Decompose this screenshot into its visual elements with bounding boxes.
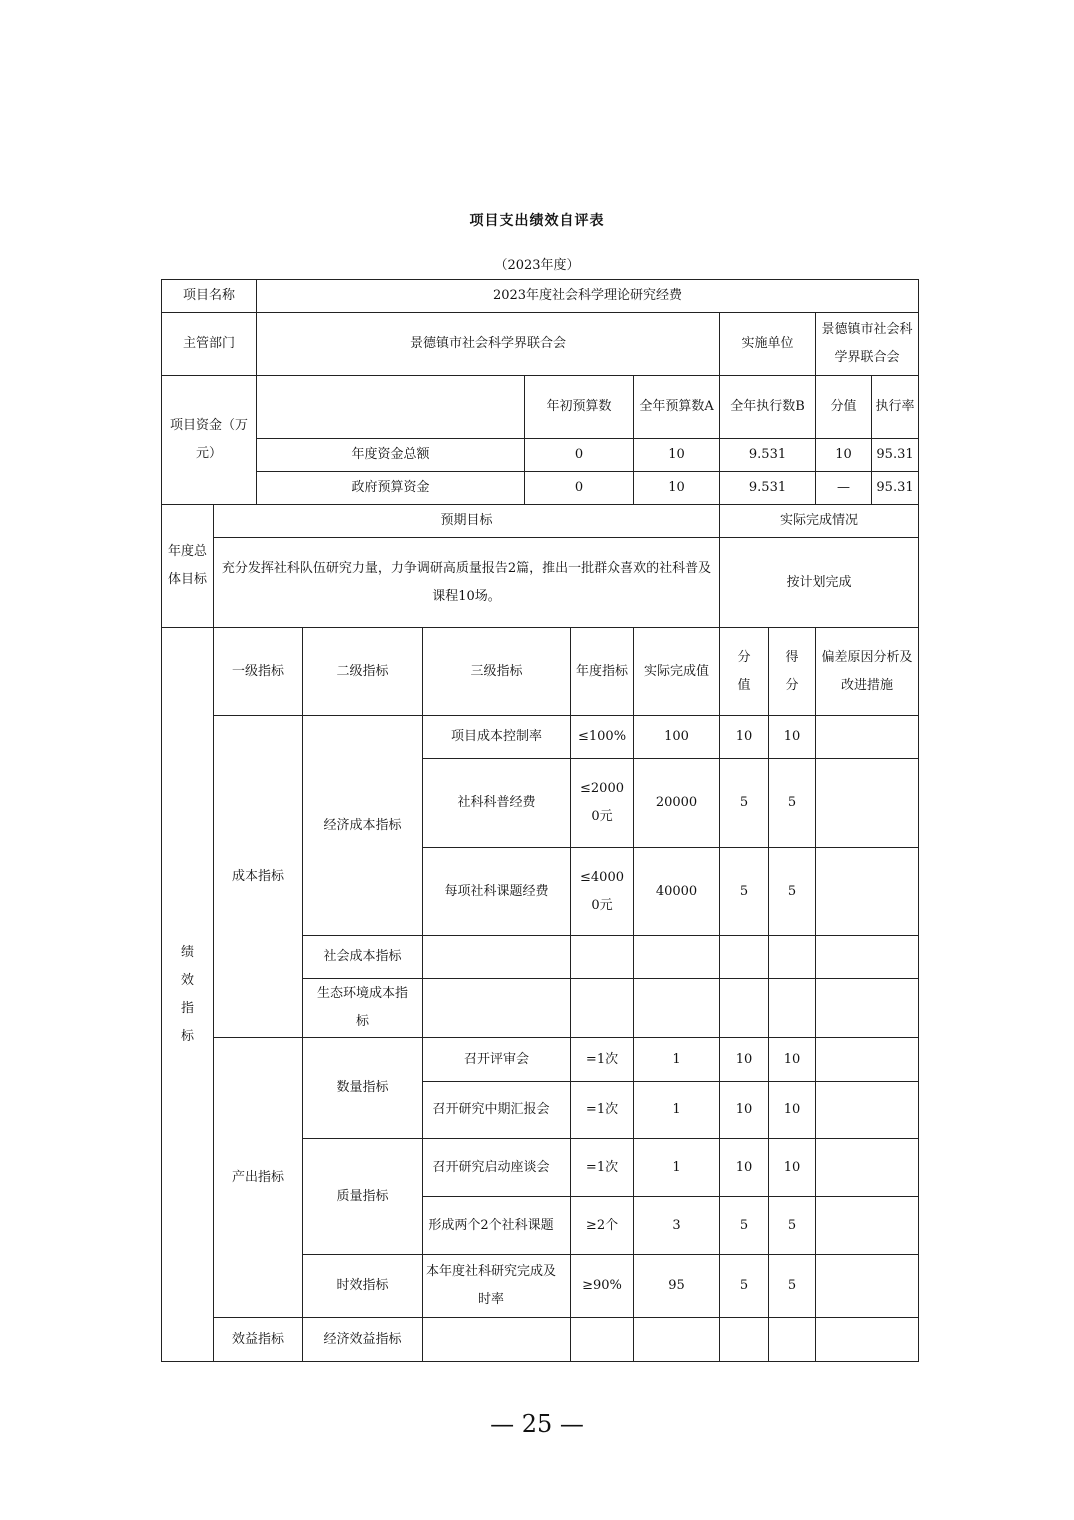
table-row (162, 538, 919, 628)
indicator-score-value: 5 (720, 848, 769, 936)
indicator-actual: 95 (634, 1255, 720, 1318)
indicator-score: 10 (769, 1038, 816, 1082)
indicator-name: 社科科普经费 (423, 759, 571, 848)
table-row (162, 439, 919, 472)
page-subtitle: （2023年度） (494, 258, 580, 273)
indicator-score: 10 (769, 1082, 816, 1139)
header-score-value: 分值 (816, 376, 872, 439)
actual-completion-text: 按计划完成 (720, 538, 919, 628)
cost-indicator-label: 成本指标 (214, 716, 303, 1038)
indicator-target: ≤100% (571, 716, 634, 759)
indicator-name: 召开研究启动座谈会 (423, 1139, 571, 1197)
funds-row-name: 年度资金总额 (257, 439, 525, 472)
timeliness-indicator-label: 时效指标 (303, 1255, 423, 1318)
indicator-name: 项目成本控制率 (423, 716, 571, 759)
annual-goal-label: 年度总体目标 (162, 505, 214, 628)
header-deviation: 偏差原因分析及改进措施 (816, 628, 919, 716)
table-row (162, 505, 919, 538)
eco-env-cost-label: 生态环境成本指标 (303, 979, 423, 1038)
indicator-score-value: 5 (720, 759, 769, 848)
funds-row-score-value: 10 (816, 439, 872, 472)
indicator-score: 5 (769, 848, 816, 936)
page-number: — 25 — (490, 1410, 584, 1438)
indicator-deviation (816, 848, 919, 936)
benefit-indicator-label: 效益指标 (214, 1318, 303, 1362)
social-cost-label: 社会成本指标 (303, 936, 423, 979)
indicator-actual: 1 (634, 1139, 720, 1197)
funds-row-exec: 9.531 (720, 472, 816, 505)
page-title: 项目支出绩效自评表 (469, 213, 605, 229)
indicator-score: 5 (769, 759, 816, 848)
indicator-deviation (816, 1082, 919, 1139)
table-row (162, 628, 919, 716)
indicator-actual: 1 (634, 1082, 720, 1139)
indicator-target: ≤20000元 (571, 759, 634, 848)
indicator-deviation (816, 1038, 919, 1082)
output-indicator-label: 产出指标 (214, 1038, 303, 1318)
funds-label: 项目资金（万元） (162, 376, 257, 505)
indicator-name: 本年度社科研究完成及时率 (423, 1255, 571, 1318)
indicator-score: 10 (769, 716, 816, 759)
table-row (162, 472, 919, 505)
indicator-actual: 1 (634, 1038, 720, 1082)
self-evaluation-table (161, 279, 919, 1362)
indicator-score-value: 10 (720, 1038, 769, 1082)
indicator-score: 10 (769, 1139, 816, 1197)
indicator-deviation (816, 1139, 919, 1197)
indicator-name: 召开评审会 (423, 1038, 571, 1082)
indicator-deviation (816, 759, 919, 848)
header-score: 得分 (769, 628, 816, 716)
funds-row-annual: 10 (634, 439, 720, 472)
indicator-target: ≥2个 (571, 1197, 634, 1255)
dept-value: 景德镇市社会科学界联合会 (257, 313, 720, 376)
funds-row-name: 政府预算资金 (257, 472, 525, 505)
header-annual-target: 年度指标 (571, 628, 634, 716)
funds-row-exec-rate: 95.31 (872, 472, 919, 505)
indicator-target: =1次 (571, 1038, 634, 1082)
table-row (162, 376, 919, 439)
expected-goal-text: 充分发挥社科队伍研究力量，力争调研高质量报告2篇，推出一批群众喜欢的社科普及课程10场。 (214, 538, 720, 628)
header-actual-value: 实际完成值 (634, 628, 720, 716)
quantity-indicator-label: 数量指标 (303, 1038, 423, 1139)
indicator-score-value: 5 (720, 1255, 769, 1318)
impl-unit-value: 景德镇市社会科学界联合会 (816, 313, 919, 376)
indicator-score: 5 (769, 1197, 816, 1255)
table-row (162, 280, 919, 313)
funds-row-score-value: — (816, 472, 872, 505)
indicator-score-value: 5 (720, 1197, 769, 1255)
header-level2: 二级指标 (303, 628, 423, 716)
quality-indicator-label: 质量指标 (303, 1139, 423, 1255)
project-name-label: 项目名称 (162, 280, 257, 313)
funds-blank-header (257, 376, 525, 439)
indicator-target: ≤40000元 (571, 848, 634, 936)
indicator-name: 每项社科课题经费 (423, 848, 571, 936)
impl-unit-label: 实施单位 (720, 313, 816, 376)
header-annual-exec: 全年执行数B (720, 376, 816, 439)
header-level1: 一级指标 (214, 628, 303, 716)
indicator-score: 5 (769, 1255, 816, 1318)
indicator-target: =1次 (571, 1139, 634, 1197)
indicator-deviation (816, 1255, 919, 1318)
project-name-value: 2023年度社会科学理论研究经费 (257, 280, 919, 313)
economic-cost-label: 经济成本指标 (303, 716, 423, 936)
header-level3: 三级指标 (423, 628, 571, 716)
performance-indicators-label: 绩效指标 (162, 628, 214, 1362)
funds-row-exec: 9.531 (720, 439, 816, 472)
indicator-deviation (816, 716, 919, 759)
header-initial-budget: 年初预算数 (525, 376, 634, 439)
indicator-deviation (816, 1197, 919, 1255)
funds-row-initial: 0 (525, 472, 634, 505)
table-row (162, 716, 919, 759)
indicator-score-value: 10 (720, 1139, 769, 1197)
expected-goal-header: 预期目标 (214, 505, 720, 538)
dept-label: 主管部门 (162, 313, 257, 376)
header-annual-budget: 全年预算数A (634, 376, 720, 439)
indicator-actual: 40000 (634, 848, 720, 936)
indicator-actual: 3 (634, 1197, 720, 1255)
indicator-actual: 100 (634, 716, 720, 759)
table-row (162, 313, 919, 376)
funds-row-exec-rate: 95.31 (872, 439, 919, 472)
funds-row-initial: 0 (525, 439, 634, 472)
actual-completion-header: 实际完成情况 (720, 505, 919, 538)
header-score-value: 分值 (720, 628, 769, 716)
funds-row-annual: 10 (634, 472, 720, 505)
indicator-score-value: 10 (720, 1082, 769, 1139)
table-row (162, 1318, 919, 1362)
indicator-target: ≥90% (571, 1255, 634, 1318)
header-exec-rate: 执行率 (872, 376, 919, 439)
indicator-score-value: 10 (720, 716, 769, 759)
indicator-name: 形成两个2个社科课题 (423, 1197, 571, 1255)
indicator-target: =1次 (571, 1082, 634, 1139)
indicator-name: 召开研究中期汇报会 (423, 1082, 571, 1139)
economic-benefit-label: 经济效益指标 (303, 1318, 423, 1362)
table-row (162, 1038, 919, 1082)
indicator-actual: 20000 (634, 759, 720, 848)
